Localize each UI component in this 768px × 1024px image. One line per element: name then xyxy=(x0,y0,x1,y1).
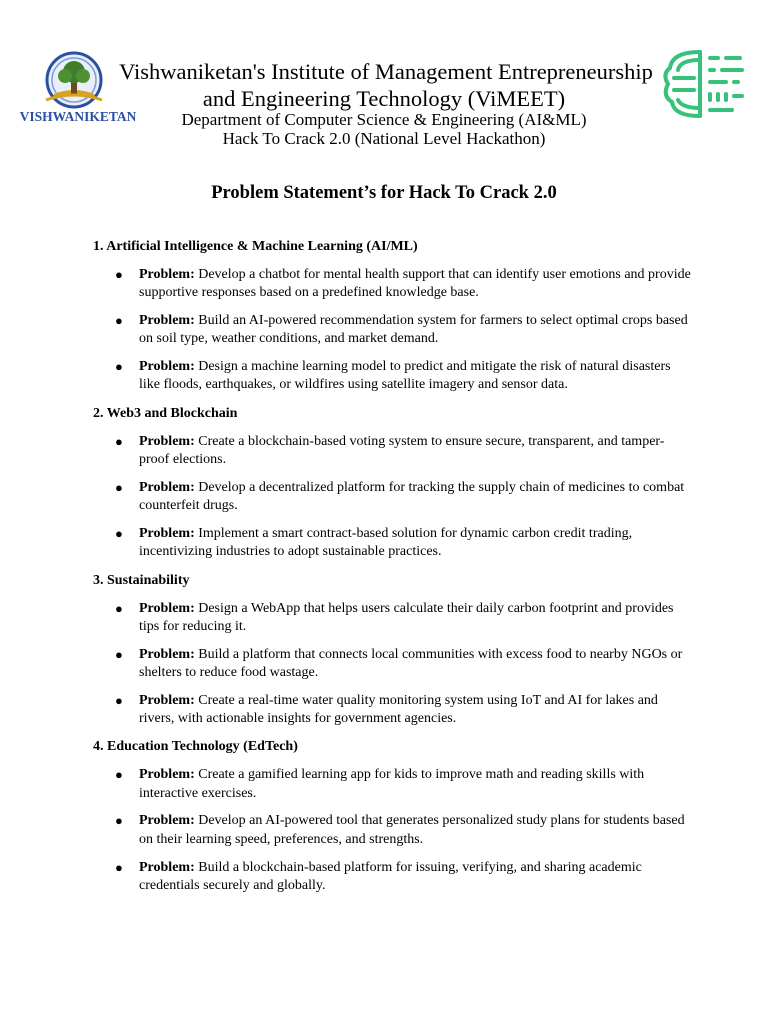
bullet-icon: ● xyxy=(115,433,123,449)
section-heading: 2. Web3 and Blockchain xyxy=(93,405,238,421)
problem-text: Design a machine learning model to predict and mitigate the risk of natural disasters like floods, earthquakes, or wildfires using satellite imagery and sensor data. xyxy=(139,359,671,393)
bullet-icon: ● xyxy=(115,479,123,495)
bullet-icon: ● xyxy=(115,313,123,329)
logo-left-wordmark: VISHWANIKETAN xyxy=(19,109,137,124)
problem-text: Develop an AI-powered tool that generates personalized study plans for students based on their learning speed, preferences, and strengths. xyxy=(139,813,685,847)
problem-label: Problem: xyxy=(139,767,195,783)
section-heading: 1. Artificial Intelligence & Machine Learning (AI/ML) xyxy=(93,239,418,254)
problem-text: Build an AI-powered recommendation system for farmers to select optimal crops based on soil type, weather conditions, and market demand. xyxy=(139,313,688,347)
section-web3-blockchain xyxy=(93,405,693,562)
bullet-icon: ● xyxy=(115,600,123,616)
bullet-icon: ● xyxy=(115,267,123,282)
problem-label: Problem: xyxy=(139,600,195,616)
problem-item xyxy=(93,812,693,849)
problem-list xyxy=(93,266,693,395)
problem-label: Problem: xyxy=(139,813,195,829)
problem-label: Problem: xyxy=(139,859,195,875)
problem-item xyxy=(93,479,693,516)
section-heading: 3. Sustainability xyxy=(93,572,190,588)
section-heading: 4. Education Technology (EdTech) xyxy=(93,739,298,755)
event-name: Hack To Crack 2.0 (National Level Hackathon) xyxy=(222,129,546,148)
problem-item xyxy=(93,312,693,349)
problem-item xyxy=(93,646,693,683)
bullet-icon: ● xyxy=(115,767,123,783)
problem-label: Problem: xyxy=(139,692,195,708)
bullet-icon: ● xyxy=(115,525,123,541)
problem-text: Build a blockchain-based platform for issuing, verifying, and sharing academic credentials securely and globally. xyxy=(139,859,642,893)
section-ai-ml xyxy=(93,238,693,395)
document-title: Problem Statement’s for Hack To Crack 2.0 xyxy=(211,183,557,203)
problem-label: Problem: xyxy=(139,359,195,375)
problem-text: Implement a smart contract-based solution for dynamic carbon credit trading, incentivizing industries to adopt sustainable practices. xyxy=(139,525,633,560)
bullet-icon: ● xyxy=(115,859,123,875)
section-sustainability xyxy=(93,572,693,729)
bullet-icon: ● xyxy=(115,692,123,708)
problem-item xyxy=(93,692,693,729)
problem-item xyxy=(93,859,693,896)
problem-text: Design a WebApp that helps users calculate their daily carbon footprint and provides tips for reducing it. xyxy=(139,600,674,634)
problem-list xyxy=(93,600,693,729)
institute-name-line2: and Engineering Technology (ViMEET) xyxy=(202,86,566,111)
problem-label: Problem: xyxy=(139,525,195,541)
bullet-icon: ● xyxy=(115,813,123,829)
problem-label: Problem: xyxy=(139,433,195,449)
problem-item xyxy=(93,525,693,562)
bullet-icon: ● xyxy=(115,359,123,375)
problem-label: Problem: xyxy=(139,646,195,662)
problem-item xyxy=(93,266,693,303)
problem-item xyxy=(93,433,693,470)
brain-code-logo-icon xyxy=(660,44,752,124)
problem-label: Problem: xyxy=(139,479,195,495)
institute-name-line1: Vishwaniketan's Institute of Management Entrepreneurship xyxy=(119,59,653,84)
problem-text: Build a platform that connects local communities with excess food to nearby NGOs or shelters to reduce food wastage. xyxy=(139,646,683,680)
problem-text: Create a real-time water quality monitoring system using IoT and AI for lakes and rivers, with actionable insights for government agencies. xyxy=(139,692,658,727)
problem-text: Create a blockchain-based voting system to ensure secure, transparent, and tamper-proof elections. xyxy=(139,433,665,468)
problem-list xyxy=(93,433,693,562)
problem-text: Develop a chatbot for mental health support that can identify user emotions and provide supportive responses based on a predefined knowledge base. xyxy=(139,267,691,301)
problem-list xyxy=(93,766,693,895)
section-edtech xyxy=(93,738,693,895)
problem-label: Problem: xyxy=(139,267,195,282)
problem-text: Create a gamified learning app for kids to improve math and reading skills with interactive exercises. xyxy=(139,767,645,801)
problem-item xyxy=(93,600,693,637)
problem-sections xyxy=(93,238,693,905)
department-name: Department of Computer Science & Engineering (AI&ML) xyxy=(181,110,587,129)
problem-item xyxy=(93,358,693,395)
bullet-icon: ● xyxy=(115,646,123,662)
problem-text: Develop a decentralized platform for tracking the supply chain of medicines to combat counterfeit drugs. xyxy=(139,479,685,514)
problem-item xyxy=(93,766,693,803)
problem-label: Problem: xyxy=(139,313,195,329)
